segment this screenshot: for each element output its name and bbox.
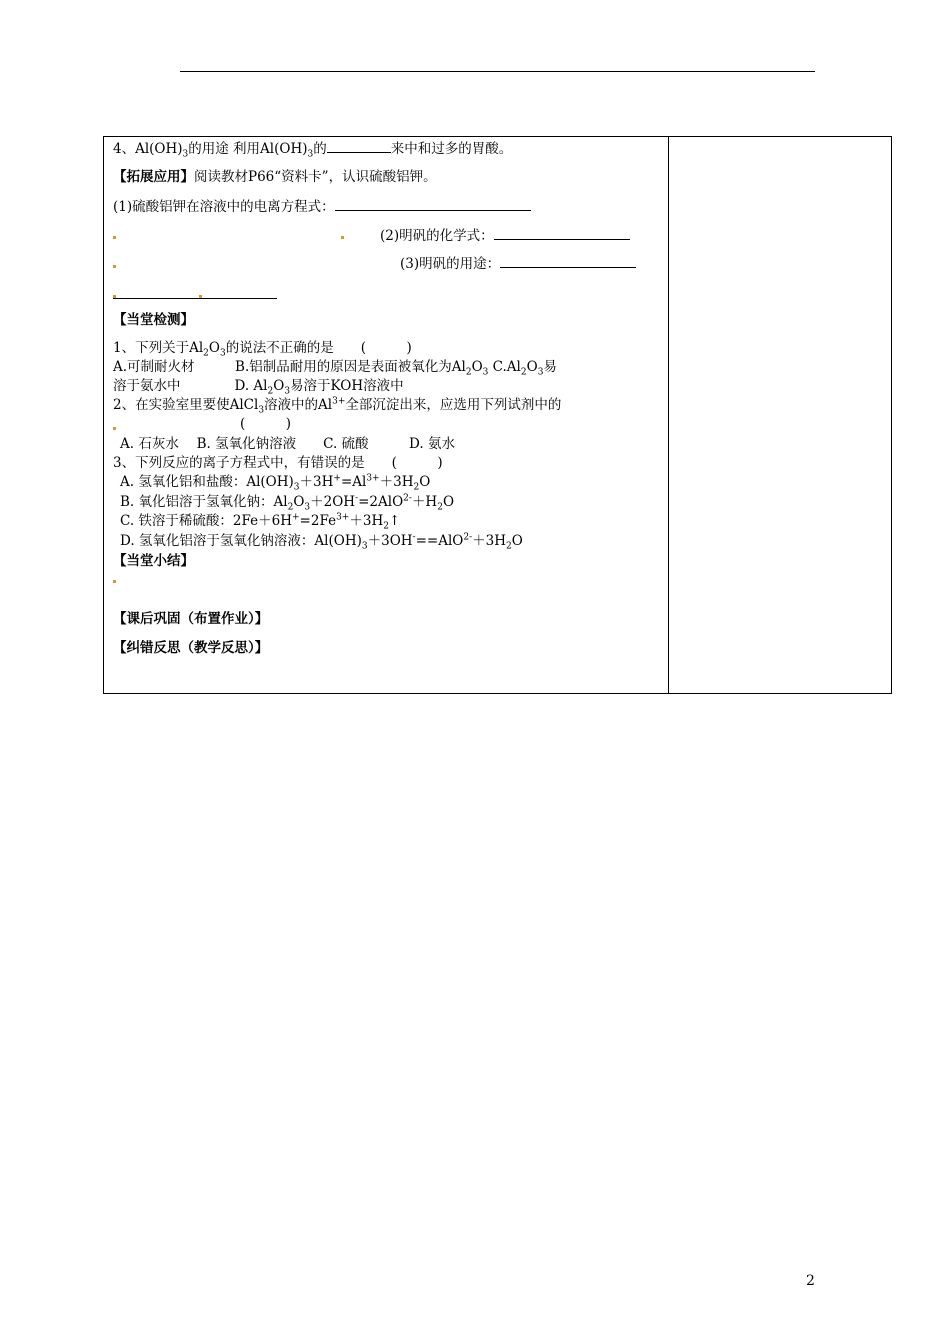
page-number: 2 (806, 1273, 815, 1289)
question-2-options: A. 石灰水 B. 氢氧化钠溶液 C. 硫酸 D. 氨水 (120, 436, 455, 452)
column-divider (668, 136, 669, 694)
answer-blank (113, 285, 277, 299)
extension-q3: (3)明矾的用途： (400, 254, 636, 273)
extension-q1: (1)硫酸铝钾在溶液中的电离方程式： (113, 197, 531, 216)
usage-line: 4、$Al(OH)_3$的用途 利用$Al(OH)_3$的 来中和过多的胃酸。 (113, 141, 513, 160)
summary-heading: 【当堂小结】 (113, 553, 194, 569)
check-heading: 【当堂检测】 (113, 312, 194, 328)
extension-q2: (2)明矾的化学式： (380, 226, 630, 245)
question-1: 1、下列关于$Al_2O_3$的说法不正确的是 ( ) (113, 340, 412, 359)
question-3-option-b: B. 氧化铝溶于氢氧化钠：$Al_2O_3+2OH^-=2AlO^{2-}+H_2O$ (120, 493, 455, 513)
header-rule (180, 71, 815, 72)
answer-blank (500, 254, 636, 268)
question-2-paren: ( ) (240, 416, 292, 432)
mark-dot (113, 265, 116, 268)
question-3: 3、下列反应的离子方程式中，有错误的是 ( ) (113, 455, 443, 471)
mark-dot (113, 427, 116, 430)
reflection-heading: 【纠错反思（教学反思）】 (113, 640, 269, 656)
answer-blank (327, 139, 391, 153)
extension-line: 【拓展应用】阅读教材P66“资料卡”，认识硫酸铝钾。 (113, 169, 437, 185)
question-1-options-a: A.可制耐火材 B.铝制品耐用的原因是表面被氧化为$Al_2O_3$ $C.Al_2O_3$易 (113, 359, 557, 378)
homework-heading: 【课后巩固（布置作业）】 (113, 611, 269, 627)
answer-blank (335, 197, 531, 211)
question-3-option-d: D. 氢氧化铝溶于氢氧化钠溶液：$Al(OH)_3+3OH^-==AlO^{2-}+3H_2O$ (120, 532, 523, 552)
mark-dot (341, 236, 344, 239)
mark-dot (113, 580, 116, 583)
question-3-option-c: C. 铁溶于稀硫酸：$2Fe+6H^+=2Fe^{3+}+3H_2↑$ (120, 512, 401, 532)
mark-dot (113, 236, 116, 239)
question-3-option-a: A. 氢氧化铝和盐酸：$Al(OH)_3+3H^+=Al^{3+}+3H_2O$ (120, 473, 431, 493)
extension-heading: 【拓展应用】 (113, 169, 194, 185)
question-1-options-b: 溶于氨水中 D. $Al_2O_3$易溶于KOH溶液中 (113, 378, 404, 397)
question-2: 2、在实验室里要使AlCl$_3$溶液中的$Al^{3+}$全部沉淀出来，应选用下列试剂中的 (113, 396, 562, 416)
mark-dot (113, 295, 116, 298)
answer-blank (494, 226, 630, 240)
mark-dot (199, 295, 202, 298)
